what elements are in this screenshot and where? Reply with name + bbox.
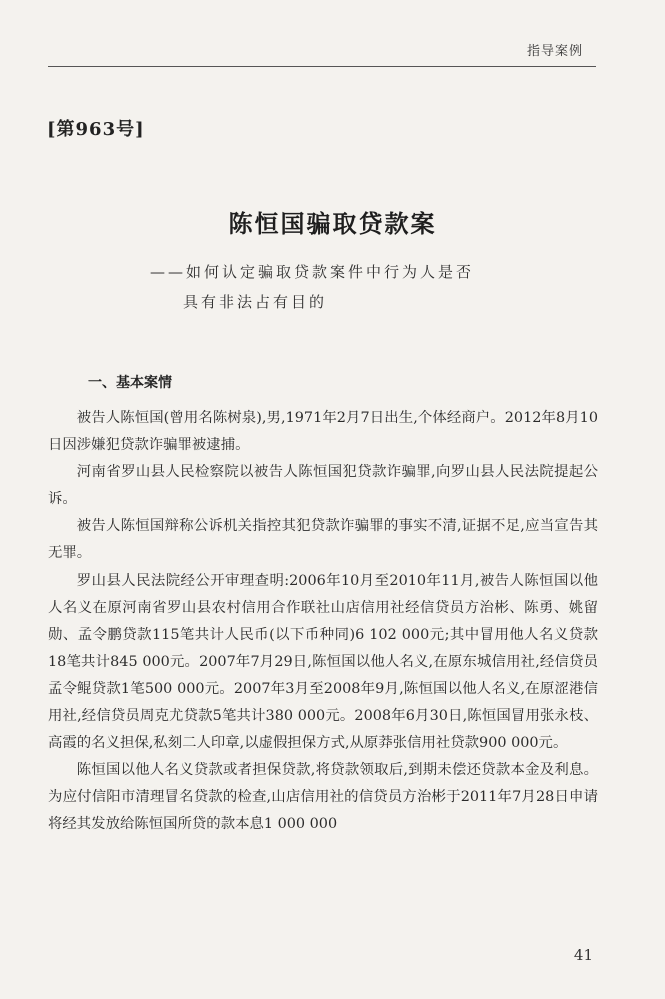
case-title: 陈恒国骗取贷款案 [228,209,437,238]
header-divider [48,66,596,67]
case-subtitle-line-1: ——如何认定骗取贷款案件中行为人是否 [150,263,475,281]
paragraph: 被告人陈恒国(曾用名陈树泉),男,1971年2月7日出生,个体经商户。2012年8月10日因涉嫌犯贷款诈骗罪被逮捕。 [48,410,598,454]
paragraph: 被告人陈恒国辩称公诉机关指控其犯贷款诈骗罪的事实不清,证据不足,应当宣告其无罪。 [48,518,598,562]
running-header: 指导案例 [526,44,583,59]
body-text [48,405,598,839]
paragraph: 河南省罗山县人民检察院以被告人陈恒国犯贷款诈骗罪,向罗山县人民法院提起公诉。 [48,464,598,508]
page-number: 41 [573,946,593,964]
case-subtitle-line-2: 具有非法占有目的 [183,293,328,311]
case-number: [第963号] [47,119,145,140]
section-heading: 一、基本案情 [88,375,172,391]
paragraph: 陈恒国以他人名义贷款或者担保贷款,将贷款领取后,到期未偿还贷款本金及利息。为应付信阳市清理冒名贷款的检查,山店信用社的信贷员方治彬于2011年7月28日申请将经其发放给陈恒国所贷的款本息1 000 000 [48,762,598,833]
paragraph: 罗山县人民法院经公开审理查明:2006年10月至2010年11月,被告人陈恒国以他人名义在原河南省罗山县农村信用合作联社山店信用社经信贷员方治彬、陈勇、姚留勋、孟令鹏贷款115笔共计人民币(以下币种同)6 102 000元;其中冒用他人名义贷款18笔共计845 000元。2007年7月29日,陈恒国以他人名义,在原东城信用社,经信贷员孟令鲲贷款1笔500 000元。2007年3月至2008年9月,陈恒国以他人名义,在原涩港信用社,经信贷员周克尤贷款5笔共计380 000元。2008年6月30日,陈恒国冒用张永枝、高霞的名义担保,私刻二人印章,以虚假担保方式,从原莽张信用社贷款900 000元。 [48,572,598,752]
